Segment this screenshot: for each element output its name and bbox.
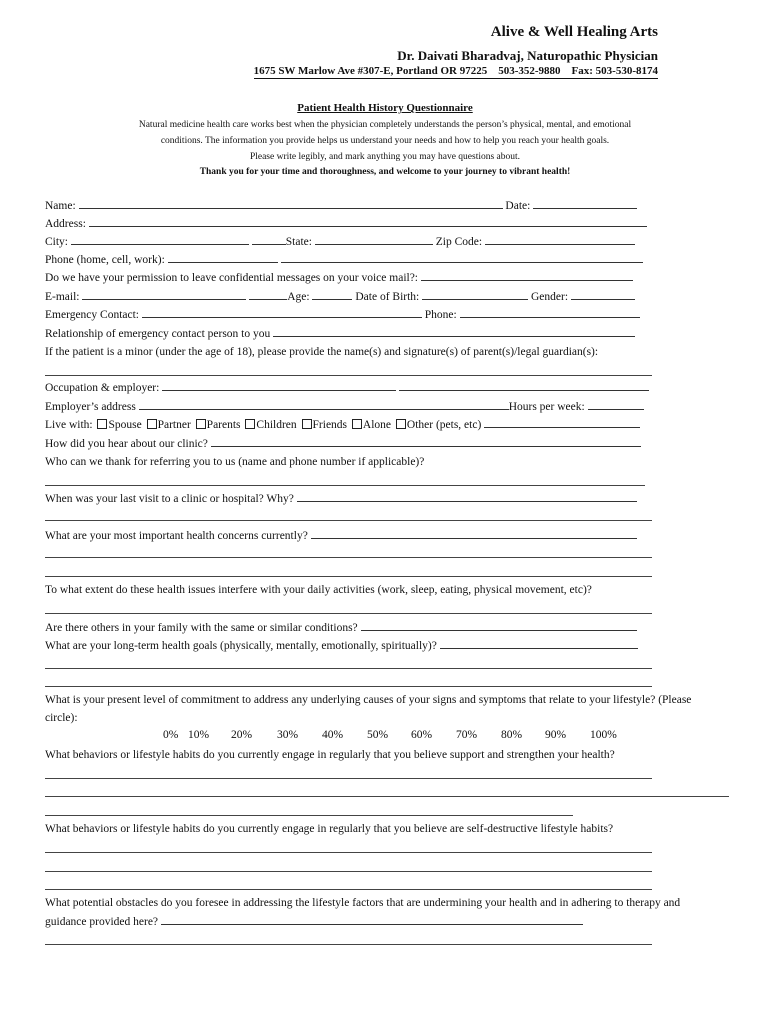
checkbox-children[interactable]: [245, 419, 255, 429]
form-title: Patient Health History Questionnaire: [297, 102, 473, 114]
last-visit-row: [45, 491, 637, 506]
employer-address-label: Employer’s address: [45, 401, 136, 413]
obstacles-row: [45, 914, 583, 929]
hear-field[interactable]: [211, 436, 641, 447]
state-field[interactable]: [315, 234, 433, 245]
pct-40[interactable]: 40%: [322, 729, 344, 741]
interfere-answer-line[interactable]: [45, 613, 652, 614]
emergency-field[interactable]: [142, 307, 422, 318]
family-field[interactable]: [361, 620, 637, 631]
option-spouse: Spouse: [108, 419, 142, 431]
name-label: Name:: [45, 200, 76, 212]
concerns-answer-line-1[interactable]: [45, 557, 652, 558]
relationship-label: Relationship of emergency contact person to you: [45, 328, 271, 340]
voicemail-label: Do we have your permission to leave confidential messages on your voice mail?:: [45, 272, 419, 284]
concerns-row: [45, 528, 637, 543]
checkbox-friends[interactable]: [302, 419, 312, 429]
pct-90[interactable]: 90%: [545, 729, 567, 741]
clinic-address: 1675 SW Marlow Ave #307-E, Portland OR 97225 503-352-9880 Fax: 503-530-8174: [253, 65, 658, 77]
name-field[interactable]: [79, 198, 503, 209]
checkbox-parents[interactable]: [196, 419, 206, 429]
address-label: Address:: [45, 218, 86, 230]
option-partner: Partner: [157, 419, 191, 431]
address-field[interactable]: [89, 216, 647, 227]
family-label: Are there others in your family with the same or similar conditions?: [45, 622, 358, 634]
emergency-label: Emergency Contact:: [45, 309, 139, 321]
employer-address-field[interactable]: [139, 399, 509, 410]
dob-label: Date of Birth:: [355, 291, 420, 303]
voicemail-field[interactable]: [421, 270, 633, 281]
other-field[interactable]: [484, 417, 640, 428]
name-row: [45, 198, 637, 213]
live-with-label: Live with:: [45, 419, 93, 431]
pct-60[interactable]: 60%: [411, 729, 433, 741]
relationship-field[interactable]: [273, 326, 635, 337]
gender-field[interactable]: [571, 289, 635, 300]
address-row: [45, 216, 647, 231]
hear-label: How did you hear about our clinic?: [45, 438, 208, 450]
email-gap-line: [249, 289, 287, 300]
hours-field[interactable]: [588, 399, 644, 410]
pct-0[interactable]: 0%: [163, 729, 179, 741]
occupation-field[interactable]: [162, 380, 396, 391]
destructive-answer-line-2[interactable]: [45, 871, 652, 872]
commitment-label-1: What is your present level of commitment to address any underlying causes of your signs and symptoms that relate to your lifestyle? (Please: [45, 694, 692, 706]
checkbox-other[interactable]: [396, 419, 406, 429]
destructive-answer-line-1[interactable]: [45, 852, 652, 853]
option-friends: Friends: [312, 419, 348, 431]
employer-address-row: [45, 399, 644, 414]
goals-row: [45, 638, 638, 653]
support-label: What behaviors or lifestyle habits do you currently engage in regularly that you believe support and strengthen your health?: [45, 749, 615, 761]
commitment-label-2: circle):: [45, 712, 78, 724]
pct-70[interactable]: 70%: [456, 729, 478, 741]
pct-30[interactable]: 30%: [277, 729, 299, 741]
concerns-field[interactable]: [311, 528, 637, 539]
age-label: Age:: [287, 291, 310, 303]
option-alone: Alone: [362, 419, 392, 431]
option-children: Children: [256, 419, 297, 431]
concerns-answer-line-2[interactable]: [45, 576, 652, 577]
support-answer-line-2[interactable]: [45, 796, 729, 797]
physician-name: Dr. Daivati Bharadvaj, Naturopathic Physician: [397, 48, 658, 63]
pct-100[interactable]: 100%: [590, 729, 617, 741]
last-visit-label: When was your last visit to a clinic or hospital? Why?: [45, 493, 294, 505]
pct-10[interactable]: 10%: [188, 729, 210, 741]
intro-line-3: Please write legibly, and mark anything you may have questions about.: [249, 152, 521, 162]
zip-field[interactable]: [485, 234, 635, 245]
obstacles-label-2: guidance provided here?: [45, 916, 159, 928]
phone-home-field-2[interactable]: [281, 252, 643, 263]
intro-line-1: Natural medicine health care works best when the physician completely understands the person’s physical, mental, and emotional: [138, 120, 632, 130]
goals-field[interactable]: [440, 638, 638, 649]
phone-home-label: Phone (home, cell, work):: [45, 254, 165, 266]
support-answer-line-1[interactable]: [45, 778, 652, 779]
goals-answer-line-2[interactable]: [45, 686, 652, 687]
gender-label: Gender:: [530, 291, 569, 303]
minor-label: If the patient is a minor (under the age of 18), please provide the name(s) and signature(s) of parent(s)/legal guardian(s):: [45, 346, 599, 358]
occupation-label: Occupation & employer:: [45, 382, 160, 394]
intro-line-4: Thank you for your time and thoroughness, and welcome to your journey to vibrant health!: [199, 167, 571, 177]
minor-answer-line[interactable]: [45, 375, 652, 376]
occupation-row: [45, 380, 649, 395]
checkbox-alone[interactable]: [352, 419, 362, 429]
intro-line-2: conditions. The information you provide helps us understand your needs and how to help you reach your health goals.: [160, 136, 610, 146]
voicemail-row: [45, 270, 633, 285]
email-field[interactable]: [82, 289, 246, 300]
age-field[interactable]: [312, 289, 352, 300]
pct-50[interactable]: 50%: [367, 729, 389, 741]
dob-field[interactable]: [422, 289, 528, 300]
hear-row: [45, 436, 641, 451]
employer-field[interactable]: [399, 380, 649, 391]
date-field[interactable]: [533, 198, 637, 209]
checkbox-spouse[interactable]: [97, 419, 107, 429]
phone-home-row: [45, 252, 643, 267]
destructive-answer-line-3[interactable]: [45, 889, 652, 890]
obstacles-label-1: What potential obstacles do you foresee in addressing the lifestyle factors that are undermining your health and in adhering to therapy and: [45, 897, 681, 909]
email-label: E-mail:: [45, 291, 80, 303]
last-visit-field[interactable]: [297, 491, 637, 502]
state-label: State:: [285, 236, 312, 248]
city-row: [45, 234, 635, 249]
clinic-name: Alive & Well Healing Arts: [490, 24, 658, 40]
support-answer-line-3[interactable]: [45, 815, 573, 816]
obstacles-answer-line[interactable]: [45, 944, 652, 945]
referral-label: Who can we thank for referring you to us (name and phone number if applicable)?: [45, 456, 425, 468]
checkbox-partner[interactable]: [147, 419, 157, 429]
phone-home-field[interactable]: [168, 252, 278, 263]
city-label: City:: [45, 236, 69, 248]
obstacles-field[interactable]: [161, 914, 583, 925]
city-gap-line: [252, 234, 286, 245]
hours-label: Hours per week:: [508, 401, 585, 413]
email-row: [45, 289, 635, 304]
emergency-phone-field[interactable]: [460, 307, 640, 318]
pct-80[interactable]: 80%: [501, 729, 523, 741]
pct-20[interactable]: 20%: [231, 729, 253, 741]
option-parents: Parents: [206, 419, 241, 431]
live-with-row: [45, 417, 640, 432]
relationship-row: [45, 326, 635, 341]
referral-answer-line[interactable]: [45, 485, 645, 486]
option-other: Other (pets, etc): [406, 419, 482, 431]
emergency-row: [45, 307, 640, 322]
concerns-label: What are your most important health concerns currently?: [45, 530, 308, 542]
date-label: Date:: [505, 200, 531, 212]
emergency-phone-label: Phone:: [424, 309, 457, 321]
goals-answer-line-1[interactable]: [45, 668, 652, 669]
destructive-label: What behaviors or lifestyle habits do you currently engage in regularly that you believe are self-destructive lifestyle habits?: [45, 823, 614, 835]
city-field[interactable]: [71, 234, 249, 245]
family-row: [45, 620, 637, 635]
last-visit-answer-line[interactable]: [45, 520, 652, 521]
zip-label: Zip Code:: [435, 236, 483, 248]
goals-label: What are your long-term health goals (physically, mentally, emotionally, spiritually)?: [45, 640, 437, 652]
interfere-label: To what extent do these health issues interfere with your daily activities (work, sleep, eating, physical movement, etc)?: [45, 584, 592, 596]
